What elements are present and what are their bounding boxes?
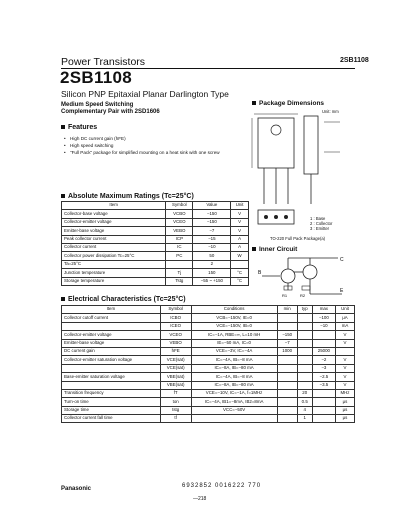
circuit-label-r2: R2 xyxy=(300,293,306,298)
table-cell xyxy=(312,339,335,347)
table-cell xyxy=(312,389,335,397)
table-cell xyxy=(312,415,335,423)
table-cell: VCE(sat) xyxy=(160,356,191,364)
table-cell: IC=−1A, RBE=∞, L=10 mH xyxy=(191,331,277,339)
table-row xyxy=(62,243,249,251)
table-cell: −2 xyxy=(312,356,335,364)
table-cell: VCB=−150V, IE=0 xyxy=(191,314,277,322)
table-cell: −7 xyxy=(193,227,231,235)
table-cell: VCE=−10V, IC=−1A, f=1MHz xyxy=(191,389,277,397)
table-cell: 4 xyxy=(297,406,312,414)
circuit-label-r1: R1 xyxy=(282,293,288,298)
table-cell xyxy=(312,406,335,414)
table-cell xyxy=(297,347,312,355)
table-row xyxy=(62,269,249,277)
table-cell xyxy=(277,356,297,364)
table-cell: μs xyxy=(335,406,354,414)
table-cell xyxy=(297,331,312,339)
table-cell: VCE(sat) xyxy=(160,364,191,372)
table-cell: Storage temperature xyxy=(62,277,166,285)
circuit-label-b: B xyxy=(258,270,262,276)
table-row xyxy=(62,356,355,364)
page-number: —218 xyxy=(193,496,207,502)
table-cell: Collector-base voltage xyxy=(62,210,166,218)
table-row xyxy=(62,218,249,226)
header-code: 2SB1108 xyxy=(340,57,369,64)
table-cell: 25000 xyxy=(312,347,335,355)
table-row xyxy=(62,389,355,397)
table-cell: °C xyxy=(231,269,249,277)
table-row xyxy=(62,260,249,268)
table-header-row: Item Symbol Conditions min typ max Unit xyxy=(62,306,355,314)
table-cell: VCC=−50V xyxy=(191,406,277,414)
table-cell xyxy=(62,364,161,372)
table-row xyxy=(62,277,249,285)
elec-body xyxy=(62,314,355,423)
table-cell: V xyxy=(335,356,354,364)
table-cell: MHz xyxy=(335,389,354,397)
table-cell: Tstg xyxy=(166,277,193,285)
table-cell xyxy=(312,331,335,339)
package-unit: Unit: mm xyxy=(322,109,339,114)
table-row xyxy=(62,331,355,339)
table-cell: VBE(sat) xyxy=(160,373,191,381)
table-row xyxy=(62,406,355,414)
table-cell: −10 xyxy=(193,243,231,251)
table-cell xyxy=(297,381,312,389)
package-caption: TO-220 Full Pack Package(a) xyxy=(270,236,326,241)
table-row xyxy=(62,398,355,406)
feature-item: • High DC current gain (hFE) xyxy=(64,135,234,142)
table-cell: VCEO xyxy=(166,218,193,226)
package-heading: Package Dimensions xyxy=(252,100,324,107)
table-cell: Ta=25°C xyxy=(62,260,166,268)
table-cell: tstg xyxy=(160,406,191,414)
table-row xyxy=(62,347,355,355)
table-cell: −2.5 xyxy=(312,373,335,381)
table-cell: Turn-on time xyxy=(62,398,161,406)
table-cell: ton xyxy=(160,398,191,406)
table-cell: DC current gain xyxy=(62,347,161,355)
table-cell: Emitter-base voltage xyxy=(62,227,166,235)
table-cell: IC=−4A, IB=−8 mA xyxy=(191,356,277,364)
table-cell xyxy=(277,389,297,397)
table-cell: −7 xyxy=(277,339,297,347)
table-cell: Collector power dissipation Tc=25°C xyxy=(62,252,166,260)
table-cell: Collector-emitter voltage xyxy=(62,218,166,226)
table-cell xyxy=(297,356,312,364)
subtitle: Silicon PNP Epitaxial Planar Darlington Type xyxy=(61,89,229,99)
abs-max-heading: Absolute Maximum Ratings (Tc=25°C) xyxy=(61,193,194,200)
table-row xyxy=(62,252,249,260)
table-cell xyxy=(277,373,297,381)
table-cell: VCEO xyxy=(160,331,191,339)
table-cell: μs xyxy=(335,398,354,406)
table-row xyxy=(62,227,249,235)
table-cell xyxy=(297,373,312,381)
table-row xyxy=(62,364,355,372)
table-cell: Collector-emitter voltage xyxy=(62,331,161,339)
table-row xyxy=(62,314,355,322)
table-row xyxy=(62,381,355,389)
table-cell: mA xyxy=(335,322,354,330)
table-cell xyxy=(62,381,161,389)
feature-item: • "Full Pack" package for simplified mounting on a heat sink with one screw xyxy=(64,149,234,156)
table-cell: ICP xyxy=(166,235,193,243)
table-cell: PC xyxy=(166,252,193,260)
features-heading: Features xyxy=(61,124,97,131)
table-cell: −150 xyxy=(277,331,297,339)
table-cell: −3 xyxy=(312,364,335,372)
circuit-label-c: C xyxy=(340,257,344,263)
feature-line-2: Complementary Pair with 2SD1606 xyxy=(61,109,160,115)
table-cell: 1 xyxy=(297,415,312,423)
table-cell xyxy=(297,314,312,322)
table-cell: V xyxy=(231,218,249,226)
inner-circuit-heading: Inner Circuit xyxy=(252,246,297,253)
table-row xyxy=(62,210,249,218)
abs-max-body xyxy=(62,210,249,286)
table-cell: A xyxy=(231,243,249,251)
table-cell: Collector cutoff current xyxy=(62,314,161,322)
table-cell: IC=−8A, IB=−80 mA xyxy=(191,364,277,372)
table-cell xyxy=(277,398,297,406)
table-cell xyxy=(277,322,297,330)
inner-circuit-diagram xyxy=(258,254,348,298)
table-cell: A xyxy=(231,235,249,243)
table-cell: −3.5 xyxy=(312,381,335,389)
table-cell: ICEO xyxy=(160,322,191,330)
table-cell: −10 xyxy=(312,322,335,330)
table-cell: VCE=−3V, IC=−4A xyxy=(191,347,277,355)
table-cell: μs xyxy=(335,415,354,423)
table-cell: Tj xyxy=(166,269,193,277)
table-cell: Emitter-base voltage xyxy=(62,339,161,347)
table-cell: 1000 xyxy=(277,347,297,355)
table-row xyxy=(62,373,355,381)
table-cell: V xyxy=(335,373,354,381)
footer-barcode: 6932852 0016222 770 xyxy=(182,483,262,489)
table-cell: −15 xyxy=(193,235,231,243)
table-cell: −150 xyxy=(193,218,231,226)
table-cell: IC=−4A, IB=−8 mA xyxy=(191,373,277,381)
table-cell: W xyxy=(231,252,249,260)
table-cell: VEBO xyxy=(160,339,191,347)
table-cell xyxy=(277,381,297,389)
table-cell: fT xyxy=(160,389,191,397)
table-cell: IC=−8A, IB=−80 mA xyxy=(191,381,277,389)
table-cell xyxy=(297,364,312,372)
table-cell xyxy=(231,260,249,268)
table-cell: V xyxy=(335,381,354,389)
features-list xyxy=(64,135,234,156)
table-cell xyxy=(312,398,335,406)
table-cell: V xyxy=(335,339,354,347)
table-cell: V xyxy=(335,364,354,372)
table-cell xyxy=(297,339,312,347)
table-cell: ICBO xyxy=(160,314,191,322)
table-cell: 2 xyxy=(193,260,231,268)
feature-item: • High speed switching xyxy=(64,142,234,149)
package-drawing xyxy=(244,112,354,232)
table-cell xyxy=(166,260,193,268)
table-cell: Collector-emitter saturation voltage xyxy=(62,356,161,364)
table-cell: Storage time xyxy=(62,406,161,414)
table-row xyxy=(62,235,249,243)
header-category: Power Transistors xyxy=(61,56,146,68)
feature-line-1: Medium Speed Switching xyxy=(61,102,134,108)
table-cell: μA xyxy=(335,314,354,322)
table-cell: −55 ~ +150 xyxy=(193,277,231,285)
table-row xyxy=(62,339,355,347)
table-cell: Peak collector current xyxy=(62,235,166,243)
table-cell: V xyxy=(231,227,249,235)
table-cell: VEBO xyxy=(166,227,193,235)
table-cell: VBE(sat) xyxy=(160,381,191,389)
table-cell: 20 xyxy=(297,389,312,397)
table-cell: 150 xyxy=(193,269,231,277)
table-cell: tf xyxy=(160,415,191,423)
table-cell: Transition frequency xyxy=(62,389,161,397)
table-cell: Collector current xyxy=(62,243,166,251)
table-row xyxy=(62,415,355,423)
table-cell xyxy=(277,406,297,414)
table-cell: V xyxy=(335,331,354,339)
table-row xyxy=(62,322,355,330)
table-cell xyxy=(62,322,161,330)
table-cell: −100 xyxy=(312,314,335,322)
table-cell xyxy=(277,364,297,372)
table-cell: VCE=−150V, IB=0 xyxy=(191,322,277,330)
table-cell xyxy=(191,415,277,423)
elec-table xyxy=(61,305,355,423)
table-cell: 50 xyxy=(193,252,231,260)
package-legend: 1 : Base 2 : Collector 3 : Emitter xyxy=(310,216,333,231)
elec-heading: Electrical Characteristics (Tc=25°C) xyxy=(61,296,186,303)
table-cell: Base-emitter saturation voltage xyxy=(62,373,161,381)
table-cell: hFE xyxy=(160,347,191,355)
table-cell xyxy=(297,322,312,330)
table-cell: IC=−4A, IB1=−8mA, IB2=8mA xyxy=(191,398,277,406)
table-header-row: Item Symbol Value Unit xyxy=(62,202,249,210)
table-cell: Collector current fall time xyxy=(62,415,161,423)
table-cell xyxy=(335,347,354,355)
table-cell: IE=−50 mA, IC=0 xyxy=(191,339,277,347)
table-cell: IC xyxy=(166,243,193,251)
part-number: 2SB1108 xyxy=(60,68,133,87)
table-cell: 0.5 xyxy=(297,398,312,406)
table-cell: Junction temperature xyxy=(62,269,166,277)
table-cell: V xyxy=(231,210,249,218)
table-cell: °C xyxy=(231,277,249,285)
table-cell xyxy=(277,314,297,322)
circuit-label-e: E xyxy=(340,288,344,294)
abs-max-table xyxy=(61,201,249,286)
table-cell: VCBO xyxy=(166,210,193,218)
footer-brand: Panasonic xyxy=(61,486,92,492)
table-cell: −150 xyxy=(193,210,231,218)
table-cell xyxy=(277,415,297,423)
